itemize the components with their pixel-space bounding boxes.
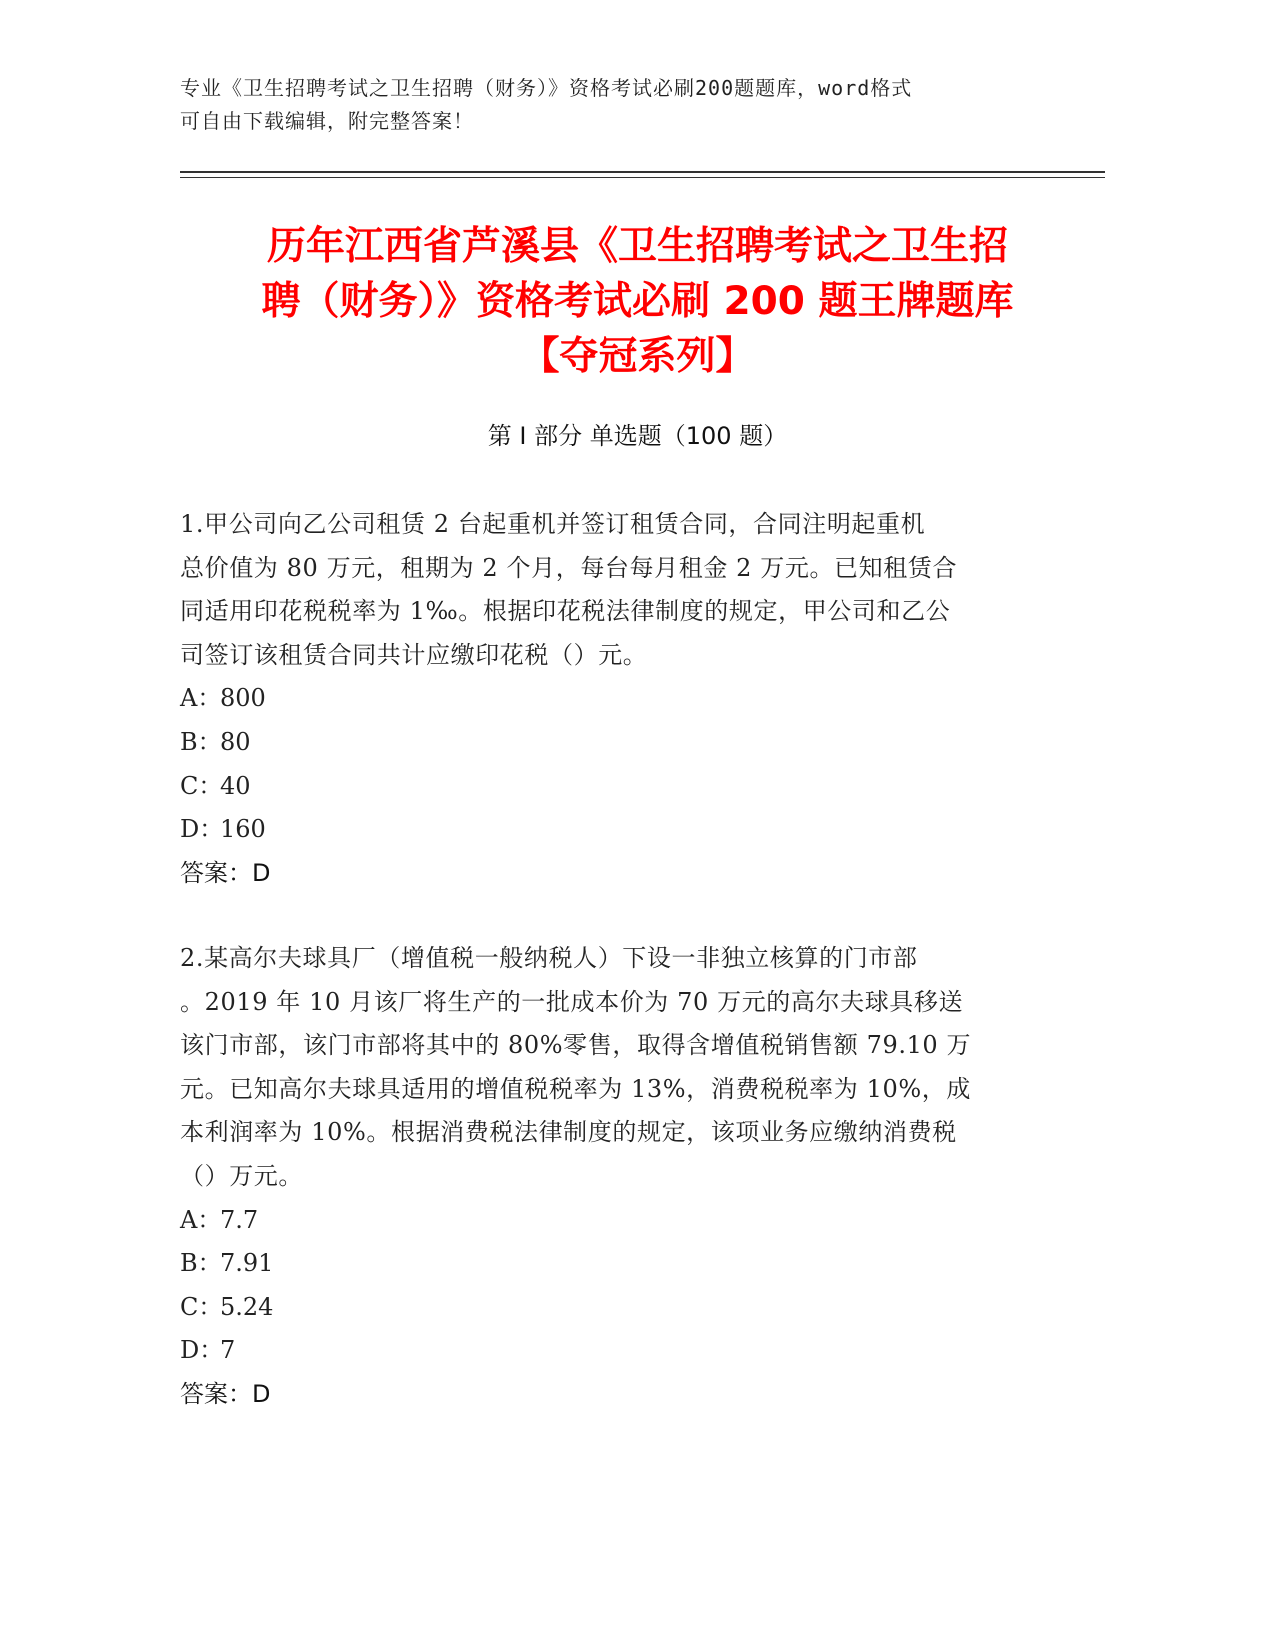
header-note-line: 专业《卫生招聘考试之卫生招聘（财务）》资格考试必刷200题题库，word格式 — [180, 76, 913, 100]
question-1 — [180, 503, 1050, 895]
option-key: B： — [180, 727, 222, 756]
header-divider-thin — [180, 177, 1105, 178]
question-stem-line: 司签订该租赁合同共计应缴印花税（）元。 — [180, 640, 648, 669]
question-stem-line: 元。已知高尔夫球具适用的增值税税率为 13%，消费税税率为 10%，成 — [180, 1074, 971, 1103]
option-a — [180, 1199, 1050, 1243]
option-b — [180, 1242, 1050, 1286]
question-stem — [180, 937, 1050, 1199]
question-stem-line: 该门市部，该门市部将其中的 80%零售，取得含增值税销售额 79.10 万 — [180, 1031, 972, 1060]
document-title-line: 历年江西省芦溪县《卫生招聘考试之卫生招 — [266, 224, 1008, 269]
question-stem-line: （）万元。 — [180, 1161, 303, 1190]
question-stem-line: 同适用印花税税率为 1‰。根据印花税法律制度的规定，甲公司和乙公 — [180, 597, 951, 626]
option-d — [180, 1329, 1050, 1373]
option-value: 5.24 — [220, 1292, 274, 1321]
option-value: 7.91 — [220, 1249, 274, 1278]
question-stem-line: 本利润率为 10%。根据消费税法律制度的规定，该项业务应缴纳消费税 — [180, 1118, 957, 1147]
option-value: 80 — [220, 727, 251, 756]
option-c — [180, 1286, 1050, 1330]
option-value: 40 — [220, 771, 251, 800]
question-stem — [180, 503, 1050, 677]
option-c — [180, 765, 1050, 809]
question-stem-line: 。2019 年 10 月该厂将生产的一批成本价为 70 万元的高尔夫球具移送 — [180, 987, 964, 1016]
question-stem-line: 2.某高尔夫球具厂（增值税一般纳税人）下设一非独立核算的门市部 — [180, 944, 918, 972]
option-key: C： — [180, 771, 223, 800]
option-key: C： — [180, 1292, 223, 1321]
option-key: D： — [180, 815, 224, 844]
option-value: 7 — [220, 1336, 236, 1365]
option-key: B： — [180, 1249, 222, 1278]
option-b — [180, 721, 1050, 765]
option-key: A： — [180, 1205, 222, 1234]
option-value: 800 — [220, 684, 266, 713]
answer-line: 答案：D — [180, 1379, 271, 1408]
option-key: D： — [180, 1336, 224, 1365]
option-a — [180, 677, 1050, 721]
option-value: 7.7 — [220, 1205, 259, 1234]
document-title — [150, 219, 1125, 384]
header-note-line: 可自由下载编辑，附完整答案！ — [180, 109, 474, 133]
option-key: A： — [180, 684, 222, 713]
question-2 — [180, 937, 1050, 1417]
document-title-line: 聘（财务）》资格考试必刷 200 题王牌题库 — [261, 279, 1014, 324]
option-value: 160 — [220, 815, 266, 844]
question-stem-line: 1.甲公司向乙公司租赁 2 台起重机并签订租赁合同，合同注明起重机 — [180, 510, 926, 538]
header-note — [180, 72, 1060, 138]
document-title-line: 【夺冠系列】 — [520, 334, 755, 379]
option-d — [180, 808, 1050, 852]
question-stem-line: 总价值为 80 万元，租期为 2 个月，每台每月租金 2 万元。已知租赁合 — [180, 553, 958, 582]
answer-line: 答案：D — [180, 858, 271, 887]
section-heading: 第 I 部分 单选题（100 题） — [487, 422, 788, 450]
header-divider-thick — [180, 171, 1105, 173]
